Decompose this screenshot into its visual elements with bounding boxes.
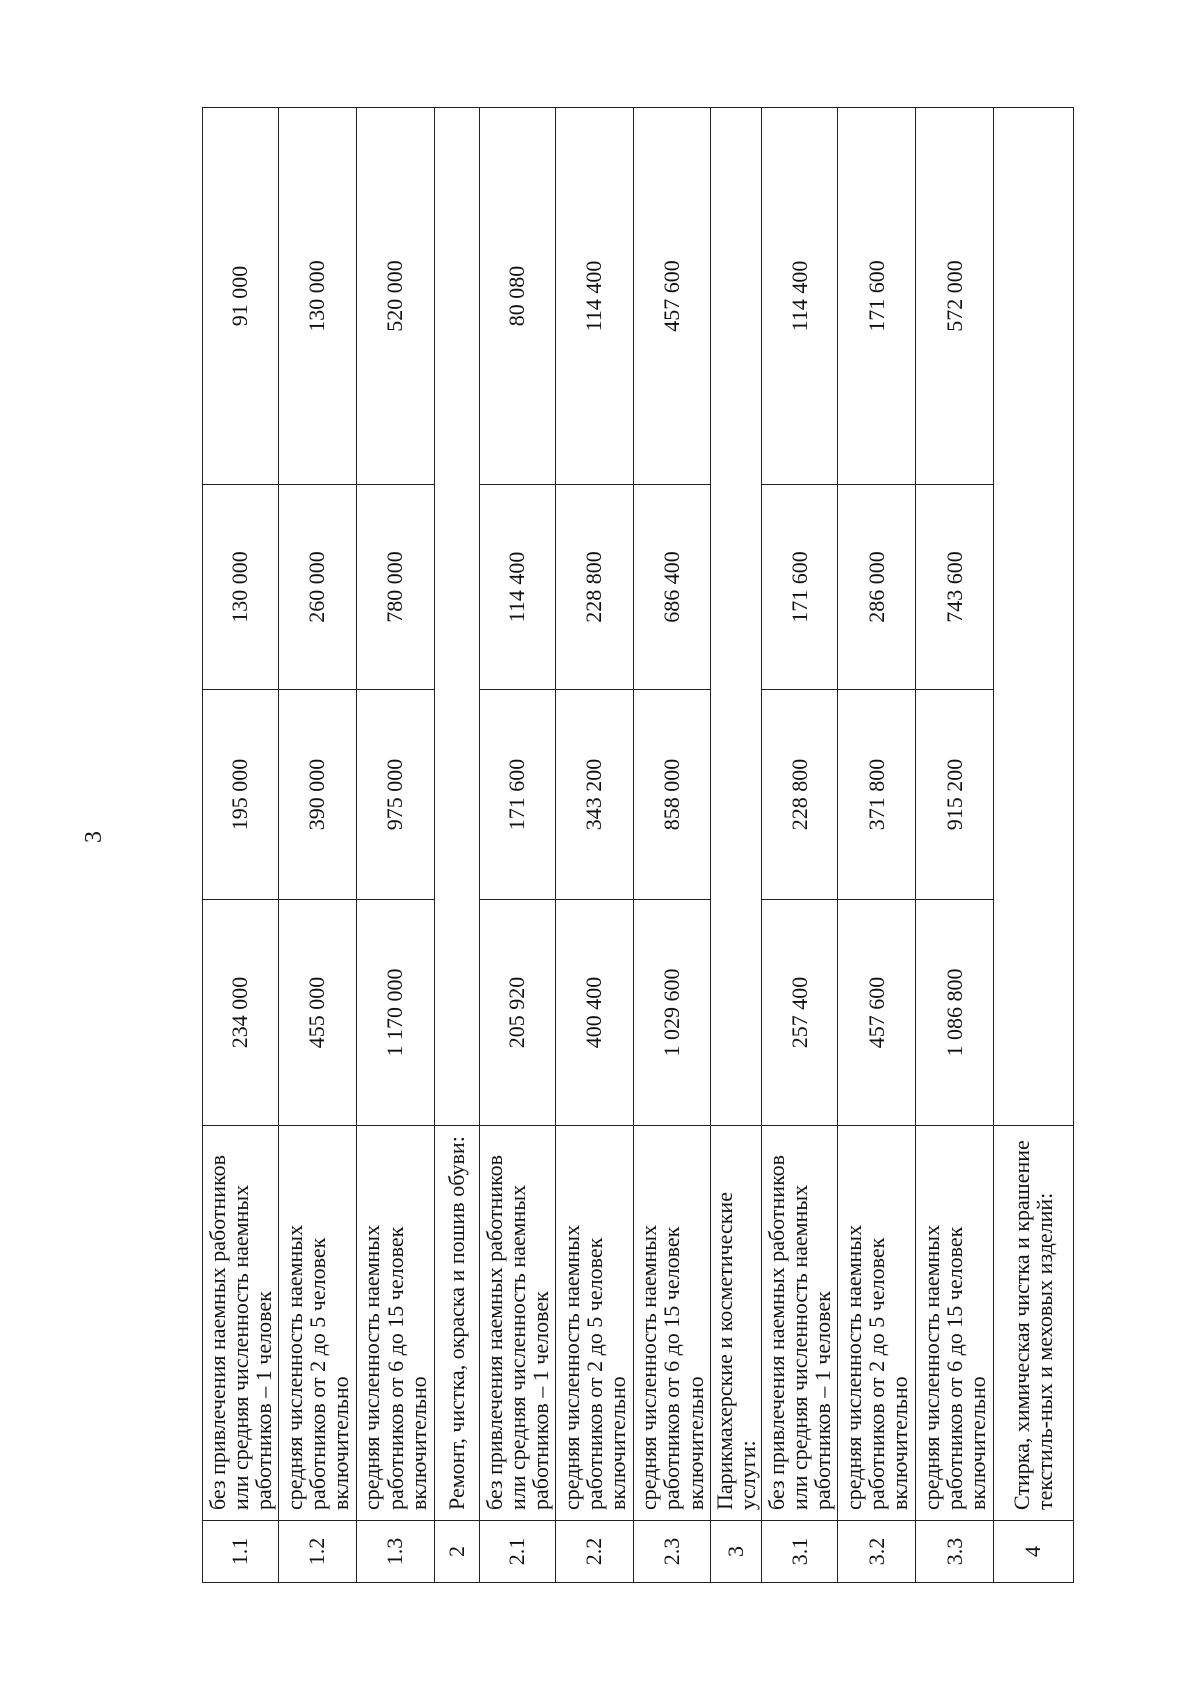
value-cell-2: 171 600 <box>479 690 555 900</box>
row-number: 4 <box>993 1521 1073 1583</box>
table-body <box>203 108 1074 1583</box>
value-cell-1: 234 000 <box>203 900 279 1126</box>
value-cell-3: 171 600 <box>762 485 838 690</box>
value-cell-1: 205 920 <box>479 900 555 1126</box>
value-cell-3: 228 800 <box>555 485 633 690</box>
row-description: без привлечения наемных работников или средняя численность наемных работников – 1 человек <box>203 1126 279 1521</box>
row-number: 2.3 <box>633 1521 711 1583</box>
value-cell-1: 455 000 <box>278 900 356 1126</box>
section-title: Стирка, химическая чистка и крашение текстиль-ных и меховых изделий: <box>993 1126 1073 1521</box>
row-number: 2 <box>434 1521 479 1583</box>
section-title: Парикмахерские и косметические услуги: <box>711 1126 762 1521</box>
row-number: 3.1 <box>762 1521 838 1583</box>
row-number: 1.3 <box>356 1521 434 1583</box>
row-description: средняя численность наемных работников от 2 до 5 человек включительно <box>278 1126 356 1521</box>
value-cell-2: 228 800 <box>762 690 838 900</box>
value-cell-1: 1 170 000 <box>356 900 434 1126</box>
row-number: 3.3 <box>916 1521 994 1583</box>
row-description: средняя численность наемных работников от 2 до 5 человек включительно <box>555 1126 633 1521</box>
value-cell-3: 260 000 <box>278 485 356 690</box>
row-number: 1.2 <box>278 1521 356 1583</box>
row-number: 3 <box>711 1521 762 1583</box>
value-cell-2: 371 800 <box>838 690 916 900</box>
value-cell-4: 80 080 <box>479 108 555 485</box>
tariff-table <box>202 107 1074 1583</box>
section-row <box>993 108 1073 1583</box>
row-number: 2.1 <box>479 1521 555 1583</box>
value-cell-1: 457 600 <box>838 900 916 1126</box>
table-rotator <box>202 108 1074 1583</box>
value-cell-4: 572 000 <box>916 108 994 485</box>
value-cell-1: 257 400 <box>762 900 838 1126</box>
table-wrapper <box>202 108 1074 1583</box>
section-blank-cell <box>993 108 1073 1126</box>
section-row <box>434 108 479 1583</box>
value-cell-3: 114 400 <box>479 485 555 690</box>
row-description: без привлечения наемных работников или средняя численность наемных работников – 1 человек <box>762 1126 838 1521</box>
value-cell-1: 1 086 800 <box>916 900 994 1126</box>
section-row <box>711 108 762 1583</box>
value-cell-2: 915 200 <box>916 690 994 900</box>
value-cell-3: 780 000 <box>356 485 434 690</box>
table-row <box>916 108 994 1583</box>
value-cell-2: 975 000 <box>356 690 434 900</box>
section-title: Ремонт, чистка, окраска и пошив обуви: <box>434 1126 479 1521</box>
value-cell-4: 114 400 <box>555 108 633 485</box>
value-cell-3: 286 000 <box>838 485 916 690</box>
table-row <box>356 108 434 1583</box>
value-cell-4: 114 400 <box>762 108 838 485</box>
row-number: 2.2 <box>555 1521 633 1583</box>
table-row <box>762 108 838 1583</box>
table-row <box>203 108 279 1583</box>
value-cell-3: 743 600 <box>916 485 994 690</box>
value-cell-2: 858 000 <box>633 690 711 900</box>
value-cell-2: 343 200 <box>555 690 633 900</box>
value-cell-3: 686 400 <box>633 485 711 690</box>
row-description: средняя численность наемных работников от 6 до 15 человек включительно <box>633 1126 711 1521</box>
value-cell-4: 171 600 <box>838 108 916 485</box>
value-cell-2: 390 000 <box>278 690 356 900</box>
value-cell-3: 130 000 <box>203 485 279 690</box>
value-cell-2: 195 000 <box>203 690 279 900</box>
table-row <box>633 108 711 1583</box>
value-cell-4: 91 000 <box>203 108 279 485</box>
page-number: 3 <box>81 831 107 843</box>
row-number: 3.2 <box>838 1521 916 1583</box>
row-description: средняя численность наемных работников от 2 до 5 человек включительно <box>838 1126 916 1521</box>
row-description: без привлечения наемных работников или средняя численность наемных работников – 1 человек <box>479 1126 555 1521</box>
value-cell-4: 130 000 <box>278 108 356 485</box>
section-blank-cell <box>711 108 762 1126</box>
row-number: 1.1 <box>203 1521 279 1583</box>
section-blank-cell <box>434 108 479 1126</box>
value-cell-1: 1 029 600 <box>633 900 711 1126</box>
table-row <box>278 108 356 1583</box>
row-description: средняя численность наемных работников от 6 до 15 человек включительно <box>356 1126 434 1521</box>
table-row <box>555 108 633 1583</box>
table-row <box>479 108 555 1583</box>
value-cell-4: 457 600 <box>633 108 711 485</box>
table-row <box>838 108 916 1583</box>
row-description: средняя численность наемных работников от 6 до 15 человек включительно <box>916 1126 994 1521</box>
value-cell-1: 400 400 <box>555 900 633 1126</box>
value-cell-4: 520 000 <box>356 108 434 485</box>
